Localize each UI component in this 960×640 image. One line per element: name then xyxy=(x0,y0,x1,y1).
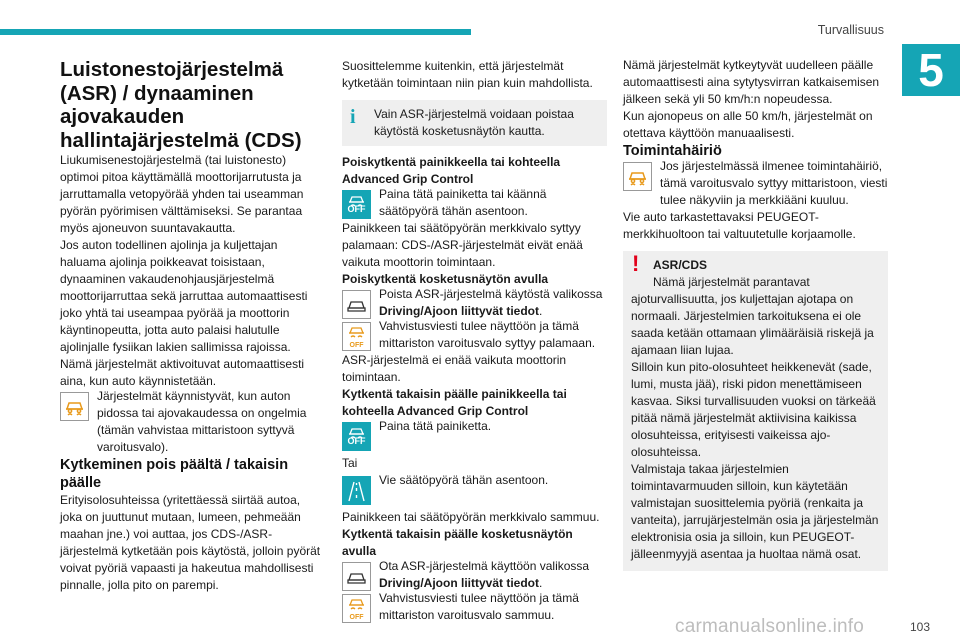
paragraph: Suosittelemme kuitenkin, että järjestelmät kytketään toimintaan niin pian kuin mahdollista. xyxy=(342,59,593,90)
skid-warning-light-icon xyxy=(623,162,652,191)
paragraph: ASR-järjestelmä ei enää vaikuta moottorin toimintaan. xyxy=(342,353,567,384)
section-heading: Toimintahäiriö xyxy=(623,143,722,159)
info-text: Vain ASR-järjestelmä voidaan poistaa käytöstä kosketusnäytön kautta. xyxy=(374,107,574,138)
main-heading: Luistonestojärjestelmä (ASR) / dynaaminen ajovakauden hallintajärjestelmä (CDS) xyxy=(60,58,302,152)
icon-row: Jos järjestelmässä ilmenee toimintahäiriö, tämä varoitusvalo syttyy mittaristoon, viesti tulee näkyviin ja merkkiääni kuuluu. xyxy=(623,160,888,209)
asr-off-button-icon: OFF xyxy=(342,422,371,451)
page-number: 103 xyxy=(909,620,930,634)
column-3 xyxy=(623,57,888,571)
icon-row: OFF Vahvistusviesti tulee näyttöön ja tämä mittariston varoitusvalo sammuu. xyxy=(342,592,607,624)
subheading: Poiskytkentä painikkeella tai kohteella Advanced Grip Control xyxy=(342,155,561,186)
icon-row: OFF Paina tätä painiketta tai käännä säätöpyörä tähän asentoon. xyxy=(342,188,607,220)
subheading: Kytkentä takaisin päälle kosketusnäytön avulla xyxy=(342,527,573,558)
column-2 xyxy=(342,58,607,624)
car-menu-icon xyxy=(342,562,371,591)
column-1 xyxy=(60,58,325,594)
exclamation-icon: ! xyxy=(632,251,640,276)
svg-text:OFF: OFF xyxy=(349,342,364,349)
watermark: carmanualsonline.info xyxy=(675,616,865,637)
warning-title: ASR/CDS xyxy=(653,258,708,272)
asr-off-button-icon: OFF xyxy=(342,190,371,219)
paragraph: Kun ajonopeus on alle 50 km/h, järjestelmät on otettava käyttöön manuaalisesti. xyxy=(623,109,873,140)
paragraph: Painikkeen tai säätöpyörän merkkivalo sammuu. xyxy=(342,510,600,524)
icon-row: OFF Paina tätä painiketta. xyxy=(342,420,607,451)
paragraph: Nämä järjestelmät kytkeytyvät uudelleen päälle automaattisesti aina sytytysvirran katkaisemisen jälkeen sekä yli 50 km/h:n nopeudessa. xyxy=(623,58,880,106)
paragraph: Nämä järjestelmät aktivoituvat automaattisesti aina, kun auto käynnistetään. xyxy=(60,357,305,388)
paragraph: Vie auto tarkastettavaksi PEUGEOT-merkkihuoltoon tai valtuutetulle korjaamolle. xyxy=(623,210,856,241)
subheading: Poiskytkentä kosketusnäytön avulla xyxy=(342,272,549,286)
section-title: Turvallisuus xyxy=(817,23,884,37)
svg-text:OFF: OFF xyxy=(349,614,364,621)
paragraph: Tai xyxy=(342,456,358,470)
paragraph: Jos auton todellinen ajolinja ja kuljettajan haluama ajolinja poikkeavat toisistaan, dynaaminen vakaudenohjausjärjestelmä moottorijarruttaa sekä jarruttaa automaattisesti joko yhtä tai useampaa pyörää ja moottorin käyntinopeutta, jotta auto palaisi halutulle ajolinjalle fysiikan lakien sallimissa rajoissa. xyxy=(60,238,308,354)
paragraph: Painikkeen tai säätöpyörän merkkivalo syttyy palamaan: CDS-/ASR-järjestelmät eivät enää vaikuta moottorin toimintaan. xyxy=(342,221,583,269)
subheading: Kytkentä takaisin päälle painikkeella tai kohteella Advanced Grip Control xyxy=(342,387,567,418)
paragraph: Erityisolosuhteissa (yritettäessä siirtää autoa, joka on juuttunut mutaan, lumeen, pehmeään maahan jne.) voi auttaa, jos CDS-/ASR-järjestelmä kytketään pois käytöstä, jolloin pyörät voivat pyöriä vapaasti ja hakeutua mahdollisesti pinnalle, jolla pito on parempi. xyxy=(60,493,321,592)
asr-off-warning-light-icon xyxy=(342,322,371,351)
icon-row: OFF Vahvistusviesti tulee näyttöön ja tämä mittariston varoitusvalo syttyy palamaan. xyxy=(342,320,607,352)
icon-row: Ota ASR-järjestelmä käyttöön valikossa Driving/Ajoon liittyvät tiedot. xyxy=(342,560,607,592)
road-dial-icon xyxy=(342,476,371,505)
skid-warning-light-icon xyxy=(60,392,89,421)
icon-row: Vie säätöpyörä tähän asentoon. xyxy=(342,474,607,505)
warning-light-row xyxy=(60,390,325,456)
paragraph: Liukumisenestojärjestelmä (tai luistonesto) optimoi pitoa käyttämällä moottorijarrutusta ja jarruttamalla vetopyörää yhden tai useamman pyörän pyörimisen välttämiseksi. Se parantaa myös ajoneuvon suuntavakautta. xyxy=(60,153,304,235)
warning-box: ! ASR/CDS Nämä järjestelmät parantavat ajoturvallisuutta, jos kuljettajan ajotapa on normaali. Järjestelmien tarkoituksena ei ole saada ketään ottamaan ylimääräisiä riskejä ja ajamaan liian lujaa. Silloin kun pito-olosuhteet heikkenevät (sade, lumi, musta jää), riski pidon menettämiseen kasvaa. Siksi turvallisuuden vuoksi on tärkeää pitää nämä järjestelmät aktiivisina kaikissa olosuhteissa, erityisesti vaikeissa ajo-olosuhteissa. Valmistaja takaa järjestelmien toimintavarmuuden silloin, kun käytetään valmistajan suosittelemia pyöriä (renkaita ja vanteita), jarrujärjestelmän osia ja järjestelmän elektronisia osia ja silloin, kun PEUGEOT-jälleenmyyjä asentaa ja huoltaa nämä osat. xyxy=(623,251,888,571)
warning-light-text: Järjestelmät käynnistyvät, kun auton pidossa tai ajovakaudessa on ongelmia (tämän vahvistaa mittaristoon syttyvä varoitusvalo). xyxy=(97,389,307,454)
info-note xyxy=(342,100,607,146)
icon-row: Poista ASR-järjestelmä käytöstä valikossa Driving/Ajoon liittyvät tiedot. xyxy=(342,288,607,320)
car-menu-icon xyxy=(342,290,371,319)
asr-off-warning-light-icon xyxy=(342,594,371,623)
info-icon: i xyxy=(350,106,356,128)
chapter-number-tab: 5 xyxy=(902,44,960,96)
section-heading: Kytkeminen pois päältä / takaisin päälle xyxy=(60,457,289,491)
header-accent-bar xyxy=(0,29,471,35)
